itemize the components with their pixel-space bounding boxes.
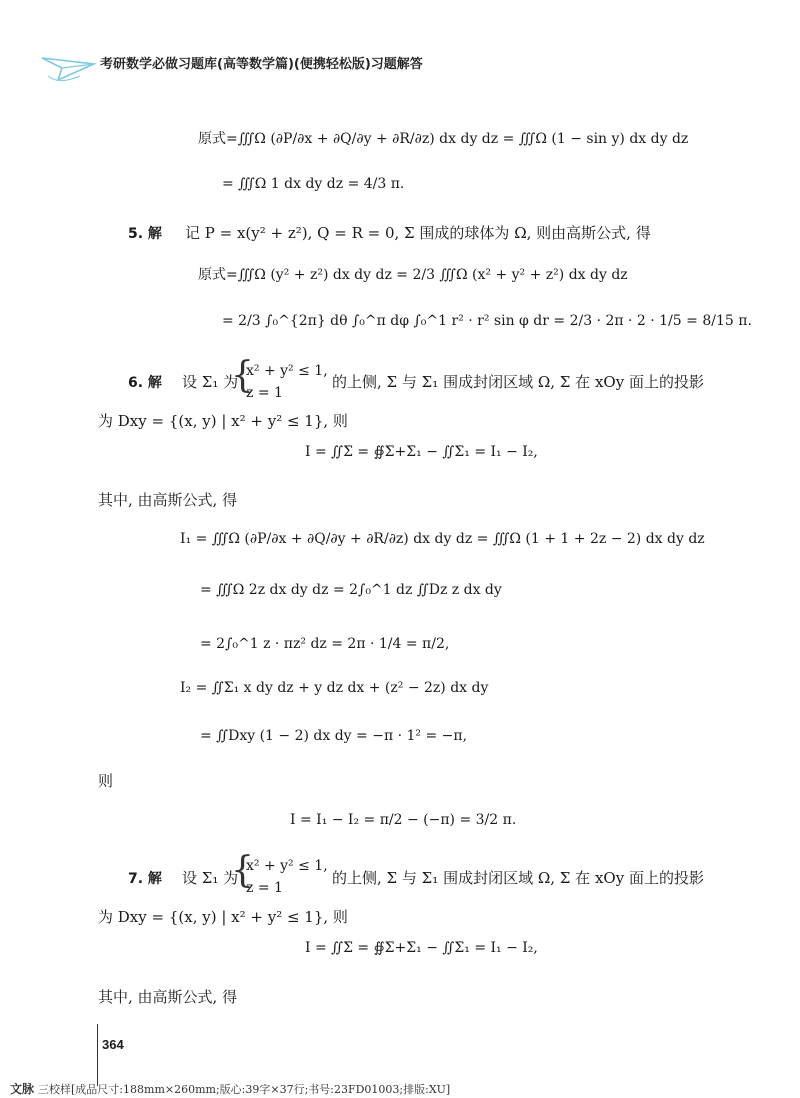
equation-1: 原式=∭Ω (∂P/∂x + ∂Q/∂y + ∂R/∂z) dx dy dz = ∭Ω (1 − sin y) dx dy dz [198,131,689,147]
problem-6-text-c: 为 Dxy = {(x, y) | x² + y² ≤ 1}, 则 [98,412,348,430]
header-title: 考研数学必做习题库(高等数学篇)(便携轻松版)习题解答 [100,57,423,72]
case-2: z = 1 [246,880,283,896]
equation-12: I = ∬Σ = ∯Σ+Σ₁ − ∬Σ₁ = I₁ − I₂, [305,940,538,956]
problem-7-text-c: 为 Dxy = {(x, y) | x² + y² ≤ 1}, 则 [98,908,348,926]
equation-10: = ∬Dxy (1 − 2) dx dy = −π · 1² = −π, [200,728,468,744]
problem-7-label: 7. 解 [128,871,162,887]
problem-6-text-d: 其中, 由高斯公式, 得 [98,491,238,509]
equation-7: = ∭Ω 2z dx dy dz = 2∫₀^1 dz ∬Dz z dx dy [200,582,502,598]
equation-3: 原式=∭Ω (y² + z²) dx dy dz = 2/3 ∭Ω (x² + y² + z²) dx dy dz [198,267,628,283]
case-1: x² + y² ≤ 1, [246,363,328,379]
equation-4: = 2/3 ∫₀^{2π} dθ ∫₀^π dφ ∫₀^1 r² · r² sin φ dr = 2/3 · 2π · 2 · 1/5 = 8/15 π. [222,313,752,329]
case-block-2 [246,855,328,899]
case-1: x² + y² ≤ 1, [246,858,328,874]
equation-6: I₁ = ∭Ω (∂P/∂x + ∂Q/∂y + ∂R/∂z) dx dy dz = ∭Ω (1 + 1 + 2z − 2) dx dy dz [180,531,705,547]
equation-9: I₂ = ∬Σ₁ x dy dz + y dz dx + (z² − 2z) dx dy [180,680,489,696]
problem-7-text-a: 设 Σ₁ 为 [182,869,239,887]
footer-info: 三校样[成品尺寸:188mm×260mm;版心:39字×37行;书号:23FD01003;排版:XU] [38,1083,451,1096]
equation-8: = 2∫₀^1 z · πz² dz = 2π · 1/4 = π/2, [200,636,450,652]
margin-rule [97,1024,98,1086]
problem-5-label: 5. 解 [128,226,162,242]
equation-2: = ∭Ω 1 dx dy dz = 4/3 π. [222,176,405,192]
then-label: 则 [98,772,114,790]
problem-5-text: 记 P = x(y² + z²), Q = R = 0, Σ 围成的球体为 Ω, 则由高斯公式, 得 [185,224,651,242]
problem-7-text-b: 的上侧, Σ 与 Σ₁ 围成封闭区域 Ω, Σ 在 xOy 面上的投影 [332,869,704,887]
page-number: 364 [102,1037,124,1052]
equation-11: I = I₁ − I₂ = π/2 − (−π) = 3/2 π. [290,812,517,828]
case-brace-2: { [231,850,254,891]
problem-6-text-a: 设 Σ₁ 为 [182,373,239,391]
print-footer [10,1080,450,1097]
problem-6-text-b: 的上侧, Σ 与 Σ₁ 围成封闭区域 Ω, Σ 在 xOy 面上的投影 [332,373,704,391]
case-brace: { [231,355,254,396]
equation-5: I = ∬Σ = ∯Σ+Σ₁ − ∬Σ₁ = I₁ − I₂, [305,444,538,460]
paper-plane-logo-icon [40,50,100,86]
problem-7-text-d: 其中, 由高斯公式, 得 [98,988,238,1006]
case-block [246,360,328,404]
case-2: z = 1 [246,385,283,401]
footer-brand: 文脉 [10,1082,35,1096]
problem-6-label: 6. 解 [128,375,162,391]
